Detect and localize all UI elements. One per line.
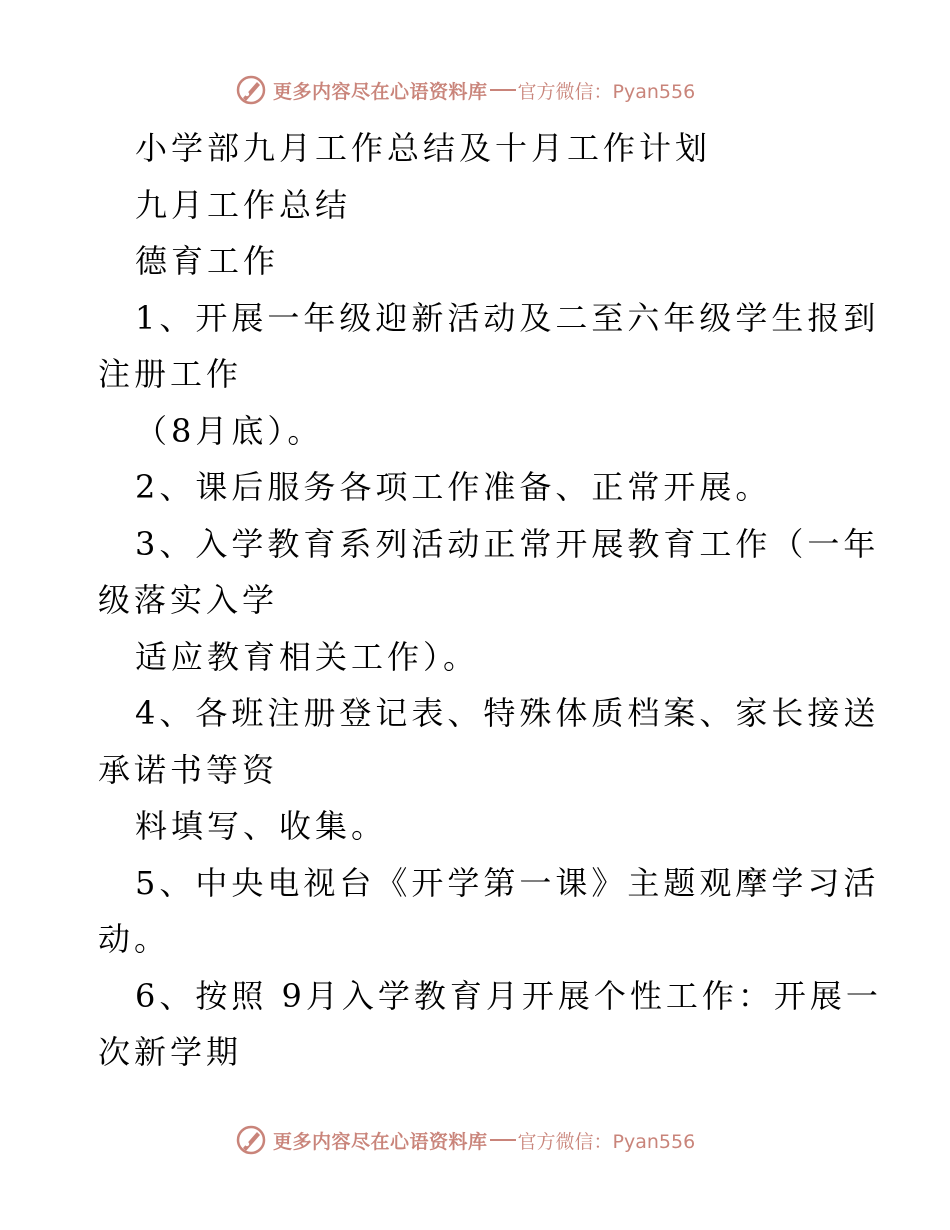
list-item-continuation: 承诺书等资 xyxy=(98,750,279,789)
list-item-line: 5、中央电视台《开学第一课》主题观摩学习活 xyxy=(135,863,880,902)
pen-quill-logo-icon xyxy=(235,74,267,106)
watermark-separator xyxy=(490,89,516,91)
list-item-continuation: 次新学期 xyxy=(98,1033,243,1071)
doc-title: 小学部九月工作总结及十月工作计划 xyxy=(135,129,712,167)
watermark-wechat: 官方微信：Pyan556 xyxy=(517,80,696,103)
watermark-wechat: 官方微信：Pyan556 xyxy=(517,1130,696,1153)
subsection-heading: 德育工作 xyxy=(135,242,280,280)
list-item-line: 6、按照 9月入学教育月开展个性工作：开展一 xyxy=(135,976,882,1015)
list-item-line: 3、入学教育系列活动正常开展教育工作（一年 xyxy=(135,524,880,563)
watermark-text: 更多内容尽在心语资料库 xyxy=(273,1130,488,1153)
list-item-line: 2、课后服务各项工作准备、正常开展。 xyxy=(135,468,772,506)
document-body xyxy=(98,120,882,1081)
paragraph-line: （8月底）。 xyxy=(135,411,324,450)
watermark-banner-top xyxy=(235,72,695,108)
watermark-text: 更多内容尽在心语资料库 xyxy=(273,80,488,103)
watermark-separator xyxy=(490,1139,516,1141)
pen-quill-logo-icon xyxy=(235,1124,267,1156)
list-item-continuation: 级落实入学 xyxy=(98,581,279,619)
list-item-line: 4、各班注册登记表、特殊体质档案、家长接送 xyxy=(135,694,880,732)
list-item-continuation: 动。 xyxy=(98,920,171,958)
section-heading: 九月工作总结 xyxy=(135,185,352,224)
paragraph-line: 适应教育相关工作）。 xyxy=(135,637,480,676)
list-item-line: 1、开展一年级迎新活动及二至六年级学生报到 xyxy=(135,298,880,337)
watermark-banner-bottom xyxy=(235,1122,695,1158)
list-item-continuation: 注册工作 xyxy=(98,355,243,393)
paragraph-line: 料填写、收集。 xyxy=(135,807,388,845)
